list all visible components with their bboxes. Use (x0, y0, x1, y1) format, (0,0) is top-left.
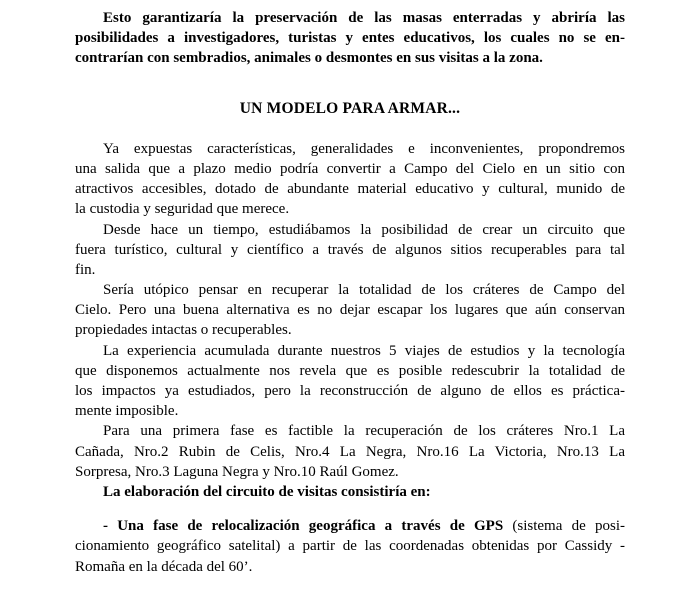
text-segment: la custodia y seguridad que merece. (75, 201, 290, 218)
text-segment: Sorpresa, Nro.3 Laguna Negra y Nro.10 Raúl Gomez. (75, 463, 399, 480)
text-segment: (sistema de posi- (503, 518, 625, 535)
text-segment: fuera turístico, cultural y científico a través de algunos sitios recuperables para tal (75, 241, 625, 258)
text-line (75, 280, 625, 300)
text-segment: Ya expuestas características, generalidades e inconvenientes, propondremos (103, 140, 625, 157)
bold-text-segment: Esto garantizaría la preservación de las masas enterradas y abriría las (103, 10, 625, 26)
text-segment: Romaña en la década del 60’. (75, 558, 253, 575)
bold-text-segment: La elaboración del circuito de visitas consistiría en: (103, 483, 431, 500)
text-segment: La experiencia acumulada durante nuestros 5 viajes de estudios y la tecnología (103, 342, 625, 359)
text-line (75, 260, 625, 280)
bold-text-segment: contrarían con sembradios, animales o desmontes en sus visitas a la zona. (75, 50, 543, 67)
text-line (75, 220, 625, 240)
text-segment: mente imposible. (75, 403, 179, 420)
bullet-paragraph (75, 516, 625, 577)
text-line (75, 199, 625, 219)
text-line (75, 48, 625, 68)
text-segment: cionamiento geográfico satelital) a partir de las coordenadas obtenidas por Cassidy - (75, 538, 625, 555)
text-line (75, 462, 625, 482)
bold-text-segment: posibilidades a investigadores, turistas y entes educativos, los cuales no se en- (75, 30, 625, 47)
text-segment: Desde hace un tiempo, estudiábamos la posibilidad de crear un circuito que (103, 221, 625, 238)
body-paragraph (75, 421, 625, 482)
text-segment: Sería utópico pensar en recuperar la totalidad de los cráteres de Campo del (103, 282, 625, 299)
text-line (75, 442, 625, 462)
text-line (75, 401, 625, 421)
text-line (75, 421, 625, 441)
bold-text-segment: - Una fase de relocalización geográfica a través de GPS (103, 518, 504, 535)
body-paragraph (75, 139, 625, 220)
text-line (75, 482, 625, 502)
text-line (75, 179, 625, 199)
text-line (75, 300, 625, 320)
text-line (75, 516, 625, 536)
text-line (75, 28, 625, 48)
intro-paragraph (75, 8, 625, 69)
text-line (75, 8, 625, 28)
body-paragraph (75, 220, 625, 281)
emphasis-line (75, 482, 625, 502)
text-line (75, 139, 625, 159)
text-segment: Cielo. Pero una buena alternativa es no dejar escapar los lugares que aún conservan (75, 302, 625, 319)
text-segment: Cañada, Nro.2 Rubin de Celis, Nro.4 La Negra, Nro.16 La Victoria, Nro.13 La (75, 443, 625, 460)
section-heading: UN MODELO PARA ARMAR... (239, 99, 461, 117)
body-paragraph (75, 341, 625, 422)
text-segment: una salida que a plazo medio podría convertir a Campo del Cielo en un sitio con (75, 160, 625, 177)
text-line (75, 536, 625, 556)
text-line (75, 557, 625, 577)
text-segment: propiedades intactas o recuperables. (75, 322, 292, 339)
text-segment: Para una primera fase es factible la recuperación de los cráteres Nro.1 La (103, 423, 625, 440)
body-paragraph (75, 280, 625, 341)
text-line (75, 361, 625, 381)
text-line (75, 341, 625, 361)
text-segment: los impactos ya estudiados, pero la reconstrucción de alguno de ellos es práctica- (75, 383, 625, 400)
text-segment: que disponemos actualmente nos revela que es posible redescubrir la totalidad de (75, 362, 625, 379)
text-segment: fin. (75, 261, 96, 278)
text-segment: atractivos accesibles, dotado de abundante material educativo y cultural, munido de (75, 181, 625, 198)
text-line (75, 159, 625, 179)
text-line (75, 381, 625, 401)
text-line (75, 320, 625, 340)
text-line (75, 240, 625, 260)
